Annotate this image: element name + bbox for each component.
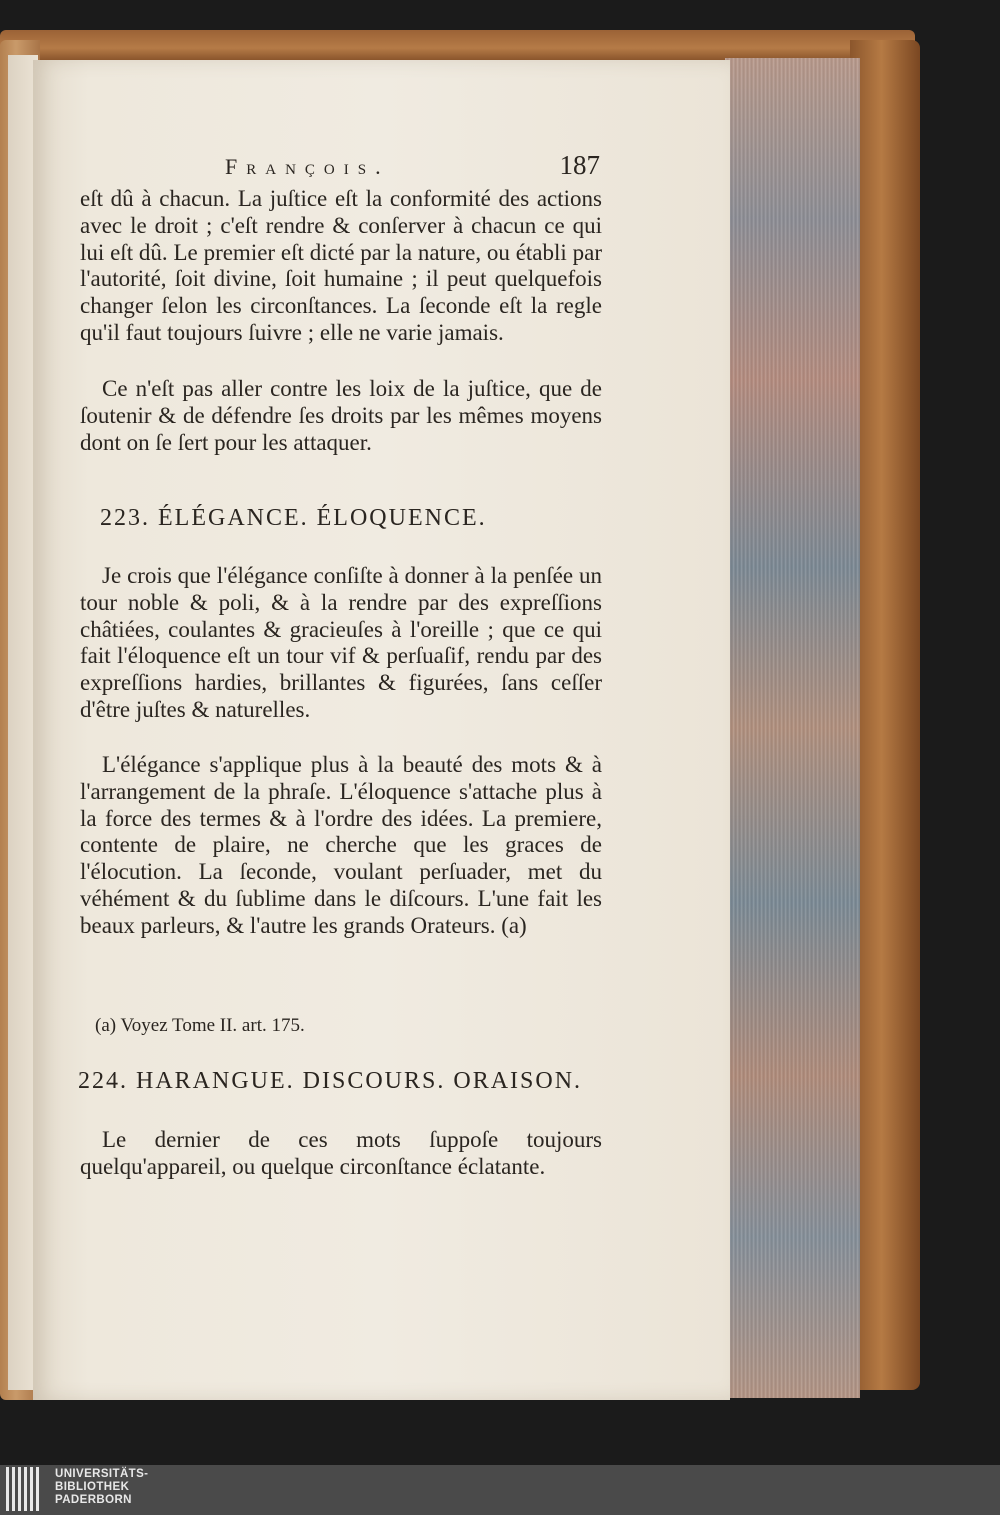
library-name xyxy=(55,1468,148,1507)
running-title: François. xyxy=(225,154,390,179)
page-number: 187 xyxy=(559,150,600,180)
heading-223: 223. ÉLÉGANCE. ÉLOQUENCE. xyxy=(100,505,487,531)
heading-224: 224. HARANGUE. DISCOURS. ORAISON. xyxy=(78,1068,583,1094)
paragraph-harangue xyxy=(80,1127,602,1181)
paragraph-justice xyxy=(80,186,602,347)
footnote: (a) Voyez Tome II. art. 175. xyxy=(95,1015,305,1036)
paragraph-elegance-2 xyxy=(80,752,602,940)
paragraph-text: Je crois que l'élégance conſiſte à donner à la penſée un tour noble & poli, & à la rendre par des expreſſions châtiées, coulantes & gracieuſes à l'oreille ; que ce qui fait l'éloquence eſt un tour vif & perſuaſif, rendu par des expreſſions hardies, brillantes & figurées, ſans ceſſer d'être juſtes & naturelles. xyxy=(80,563,602,722)
footer-bar xyxy=(0,1465,1000,1515)
book-cover-right xyxy=(850,40,920,1390)
paragraph-text: Ce n'eſt pas aller contre les loix de la juſtice, que de ſoutenir & de défendre ſes droits par les mêmes moyens dont on ſe ſert pour les attaquer. xyxy=(80,376,602,455)
library-name-line2: BIBLIOTHEK xyxy=(55,1481,130,1493)
library-logo-icon xyxy=(6,1467,46,1511)
book-cover-top xyxy=(0,30,915,60)
page-edges xyxy=(725,58,860,1398)
paragraph-text: Le dernier de ces mots ſuppoſe toujours quelqu'appareil, ou quelque circonſtance éclatante. xyxy=(80,1127,602,1179)
running-head xyxy=(225,150,610,184)
paragraph-text: eſt dû à chacun. La juſtice eſt la conformité des actions avec le droit ; c'eſt rendre & conſerver à chacun ce qui lui eſt dû. Le premier eſt dicté par la nature, ou établi par l'autorité, ſoit divine, ſoit humaine ; il peut quelquefois changer ſelon les circonſtances. La ſeconde eſt la regle qu'il faut toujours ſuivre ; elle ne varie jamais. xyxy=(80,186,602,345)
paragraph-elegance xyxy=(80,563,602,724)
library-name-line3: PADERBORN xyxy=(55,1494,132,1506)
paragraph-text: L'élégance s'applique plus à la beauté des mots & à l'arrangement de la phraſe. L'éloquence s'attache plus à la force des termes & à l'ordre des idées. La premiere, contente de plaire, ne cherche que les graces de l'élocution. La ſeconde, voulant perſuader, met du véhément & du ſublime dans le diſcours. L'une fait les beaux parleurs, & l'autre les grands Orateurs. (a) xyxy=(80,752,602,938)
paragraph-justice-2 xyxy=(80,376,602,456)
library-name-line1: UNIVERSITÄTS- xyxy=(55,1468,149,1480)
